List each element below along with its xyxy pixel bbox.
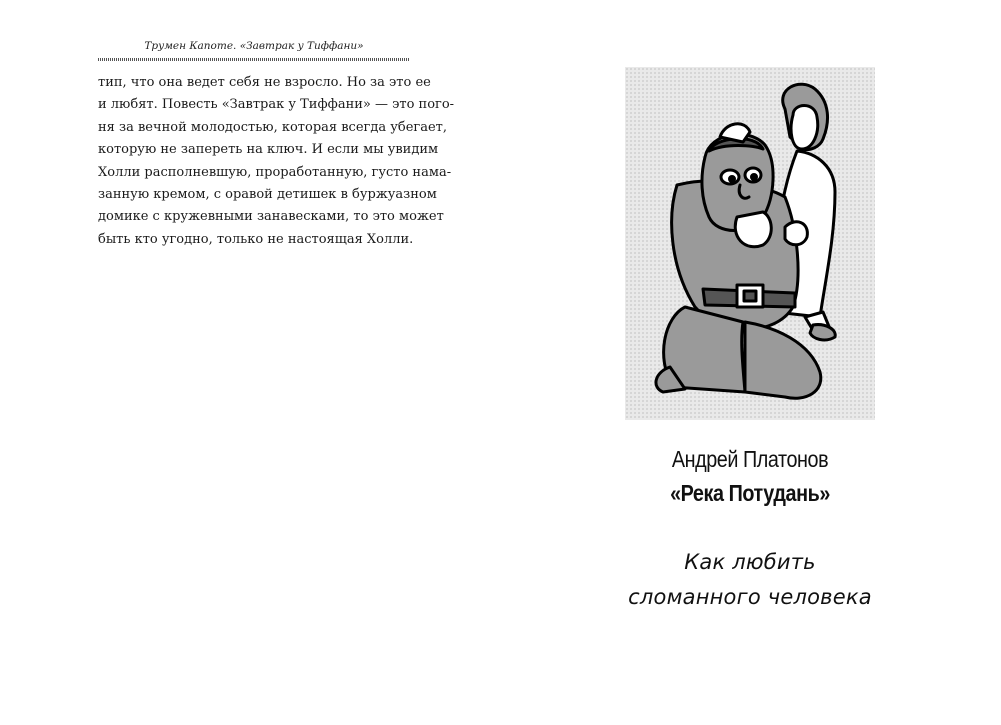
text-line: и любят. Повесть «Завтрак у Тиффани» — это пого- bbox=[98, 97, 455, 113]
right-page bbox=[500, 0, 1001, 725]
header-rule bbox=[98, 58, 410, 61]
section-subtitle bbox=[595, 545, 905, 615]
text-line: быть кто угодно, только не настоящая Холли. bbox=[98, 231, 414, 247]
cartoon-illustration bbox=[625, 67, 875, 420]
running-header: Трумен Капоте. «Завтрак у Тиффани» bbox=[144, 40, 364, 52]
text-line: которую не запереть на ключ. И если мы увидим bbox=[98, 142, 439, 158]
book-title: «Река Потудань» bbox=[670, 480, 830, 506]
text-line: Холли располневшую, проработанную, густо нама- bbox=[98, 164, 452, 180]
text-line: домике с кружевными занавесками, то это может bbox=[98, 209, 444, 225]
cartoon-kneeling-man-icon bbox=[625, 67, 875, 420]
subtitle-line: Как любить bbox=[684, 550, 816, 574]
left-page bbox=[0, 0, 500, 725]
subtitle-line: сломанного человека bbox=[628, 585, 872, 609]
text-line: занную кремом, с оравой детишек в буржуазном bbox=[98, 187, 437, 203]
text-line: тип, что она ведет себя не взросло. Но за это ее bbox=[98, 75, 431, 90]
author-name: Андрей Платонов bbox=[671, 446, 829, 472]
body-paragraph bbox=[98, 72, 455, 251]
text-line: ня за вечной молодостью, которая всегда убегает, bbox=[98, 119, 447, 135]
